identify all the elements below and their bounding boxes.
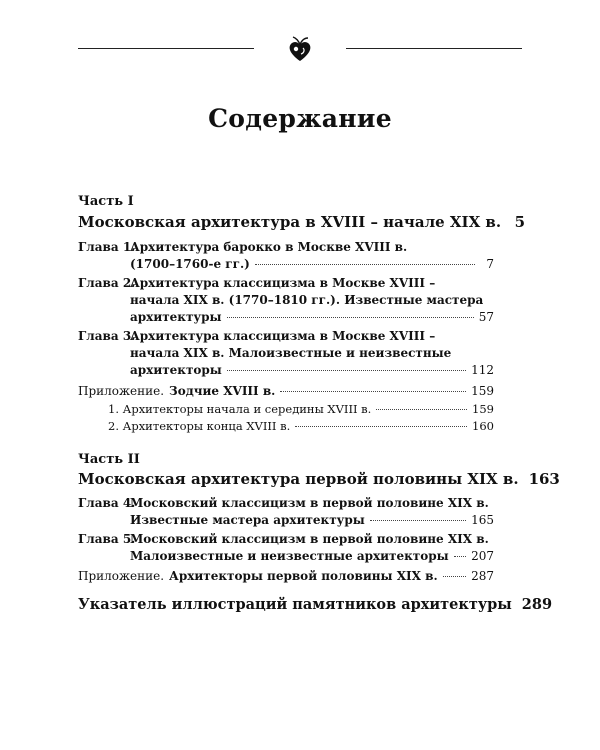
chapter-3-page: 112: [471, 363, 494, 377]
chapter-1-line-2: (1700–1760-е гг.) 7: [130, 257, 494, 271]
leader-dots: [227, 317, 474, 318]
chapter-2-line-3: архитектуры 57: [130, 310, 494, 324]
chapter-2-line-1: Глава 2. Архитектура классицизма в Москве XVIII –: [78, 276, 436, 290]
chapter-5-label: Глава 5.: [78, 532, 136, 546]
chapter-4-line-2: Известные мастера архитектуры 165: [130, 513, 494, 527]
index-entry: [78, 596, 553, 613]
chapter-2-page: 57: [478, 310, 494, 324]
ornament-line-right: [346, 48, 522, 49]
chapter-1-label: Глава 1.: [78, 240, 136, 254]
appendix-1-sub-1: 1. Архитекторы начала и середины XVIII в. 159: [108, 402, 494, 416]
chapter-1-page: 7: [486, 257, 494, 271]
index-page: 289: [521, 596, 553, 613]
chapter-3-label: Глава 3.: [78, 329, 136, 343]
appendix-2-page: 287: [471, 569, 494, 583]
appendix-1-title: Зодчие XVIII в.: [169, 384, 276, 398]
chapter-5-line-2: Малоизвестные и неизвестные архитекторы 207: [130, 549, 494, 563]
chapter-5-page: 207: [471, 549, 494, 563]
part2-title: Московская архитектура первой половины XIX в.: [78, 470, 519, 488]
appendix-2: [78, 569, 494, 583]
part1-label: Часть I: [78, 194, 134, 209]
leader-dots: [376, 409, 467, 410]
chapter-2-label: Глава 2.: [78, 276, 136, 290]
chapter-3-line-1: Глава 3. Архитектура классицизма в Москве XVIII –: [78, 329, 436, 343]
appendix-2-label: Приложение.: [78, 569, 165, 583]
part1-page: 5: [514, 213, 526, 231]
chapter-3-line-3: архитекторы 112: [130, 363, 494, 377]
heart-flourish-icon: [284, 34, 316, 64]
part2-label: Часть II: [78, 452, 140, 467]
leader-dots: [280, 391, 466, 392]
appendix-1-label: Приложение.: [78, 384, 165, 398]
header-ornament: [78, 34, 522, 64]
leader-dots: [443, 576, 466, 577]
appendix-1-sub-2: 2. Архитекторы конца XVIII в. 160: [108, 419, 494, 433]
chapter-5-line-1: Глава 5. Московский классицизм в первой половине XIX в.: [78, 532, 489, 546]
part2-heading: [78, 470, 560, 488]
appendix-2-title: Архитекторы первой половины XIX в.: [169, 569, 438, 583]
appendix-1: [78, 384, 494, 398]
part1-title: Московская архитектура в XVIII – начале XIX в.: [78, 213, 502, 231]
appendix-1-page: 159: [471, 384, 494, 398]
chapter-3-line-2: начала XIX в. Малоизвестные и неизвестные: [130, 346, 452, 360]
leader-dots: [454, 556, 466, 557]
index-title: Указатель иллюстраций памятников архитектуры: [78, 596, 512, 613]
part2-page: 163: [528, 470, 560, 488]
chapter-4-label: Глава 4.: [78, 496, 136, 510]
chapter-2-line-2: начала XIX в. (1770–1810 гг.). Известные мастера: [130, 293, 484, 307]
leader-dots: [370, 520, 466, 521]
chapter-4-page: 165: [471, 513, 494, 527]
page-title: Содержание: [208, 104, 392, 133]
leader-dots: [295, 426, 467, 427]
chapter-4-line-1: Глава 4. Московский классицизм в первой половине XIX в.: [78, 496, 489, 510]
leader-dots: [227, 370, 466, 371]
chapter-1-line-1: Глава 1. Архитектура барокко в Москве XVIII в.: [78, 240, 408, 254]
leader-dots: [255, 264, 475, 265]
part1-heading: [78, 213, 526, 231]
ornament-line-left: [78, 48, 254, 49]
